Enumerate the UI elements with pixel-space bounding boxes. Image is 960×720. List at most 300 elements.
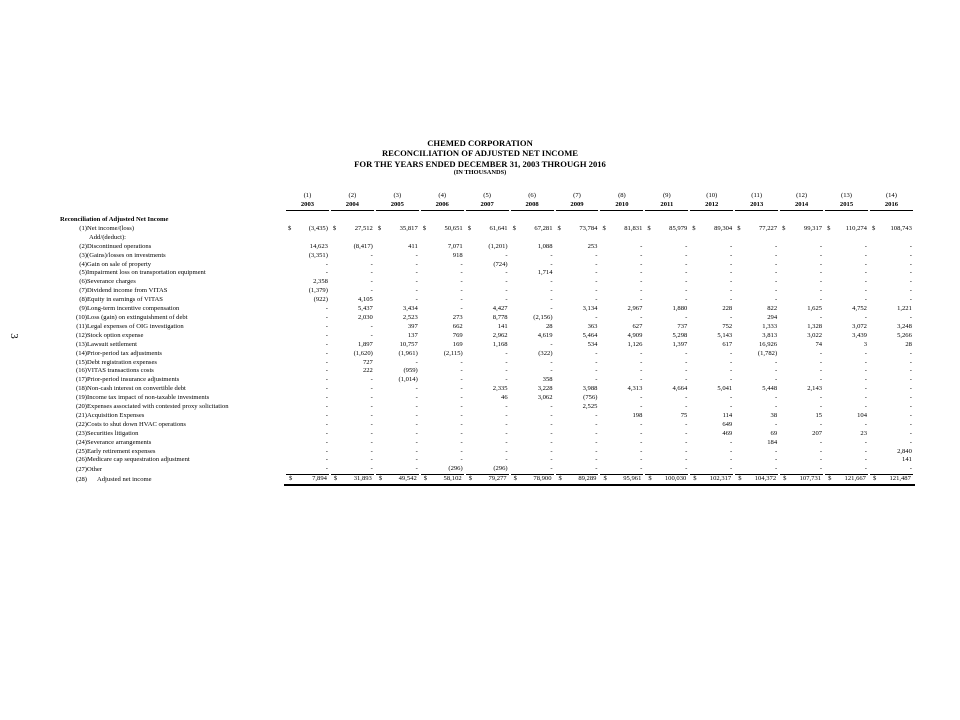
value-cell [465, 367, 510, 376]
row-number: (3) [79, 251, 87, 259]
cell-value: - [819, 394, 823, 402]
table-row [60, 359, 914, 368]
value-cell [779, 252, 824, 261]
value-cell [689, 385, 734, 394]
table-row [60, 296, 914, 305]
cell-value: 727 [362, 358, 373, 366]
value-cell [510, 252, 555, 261]
currency-symbol: $ [468, 475, 472, 483]
row-number: (8) [79, 296, 87, 304]
value-cell [599, 269, 644, 278]
value-cell [420, 350, 465, 359]
value-cell [599, 456, 644, 465]
value-cell [869, 305, 914, 314]
cell-value: - [370, 394, 373, 402]
cell-value: - [685, 376, 688, 384]
cell-value: - [909, 242, 912, 250]
cell-value: 107,731 [799, 475, 822, 483]
currency-symbol: $ [467, 224, 471, 232]
cell-value: 77,227 [759, 224, 778, 232]
value-cell [510, 243, 555, 252]
value-cell [689, 314, 734, 323]
value-cell [779, 332, 824, 341]
cell-value: 222 [362, 367, 373, 375]
table-row [60, 252, 914, 261]
value-cell [375, 225, 420, 234]
cell-value: - [774, 358, 778, 366]
table-row [60, 323, 914, 332]
value-cell [510, 269, 555, 278]
cell-value: - [415, 269, 418, 277]
value-cell [375, 439, 420, 448]
cell-value: - [595, 429, 598, 437]
cell-value: - [325, 447, 328, 455]
value-cell [330, 225, 375, 234]
cell-value: - [864, 278, 867, 286]
value-cell [779, 350, 824, 359]
cell-value: 253 [587, 242, 598, 250]
value-cell [420, 287, 465, 296]
cell-value: - [819, 420, 823, 428]
cell-value: - [774, 367, 778, 375]
cell-value: 617 [722, 340, 733, 348]
cell-value: - [909, 411, 912, 419]
cell-value: 2,967 [627, 305, 643, 313]
cell-value: - [505, 349, 508, 357]
value-cell [555, 269, 600, 278]
cell-value: - [909, 349, 912, 357]
cell-value: (1,620) [353, 349, 373, 357]
cell-value: - [325, 429, 328, 437]
row-label: Adjusted net income [97, 476, 152, 484]
cell-value: - [595, 420, 598, 428]
year-header: 2012 [689, 201, 734, 211]
report-title-block [0, 138, 960, 177]
value-cell [375, 367, 420, 376]
table-row [60, 376, 914, 385]
cell-value: - [595, 358, 598, 366]
cell-value: - [415, 420, 418, 428]
cell-value: 1,088 [537, 242, 553, 250]
value-cell [779, 314, 824, 323]
cell-value: 1,897 [358, 340, 373, 348]
row-label: Severance charges [87, 278, 136, 286]
value-cell [465, 287, 510, 296]
cell-value: 2,840 [897, 447, 912, 455]
value-cell [420, 278, 465, 287]
value-cell [689, 350, 734, 359]
cell-value: - [819, 269, 823, 277]
cell-value: 46 [501, 394, 508, 402]
cell-value: - [774, 251, 778, 259]
cell-value: 5,266 [897, 331, 912, 339]
year-header: 2016 [869, 201, 914, 211]
cell-value: - [595, 367, 598, 375]
value-cell [510, 376, 555, 385]
table-row [60, 278, 914, 287]
value-cell [644, 261, 689, 270]
value-cell [869, 314, 914, 323]
value-cell [285, 448, 330, 457]
row-label: Dividend income from VITAS [87, 287, 168, 295]
row-number: (11) [76, 322, 87, 330]
cell-value: 27,512 [354, 224, 373, 232]
cell-value: 662 [452, 322, 463, 330]
value-cell [644, 359, 689, 368]
cell-value: - [685, 349, 688, 357]
cell-value: - [640, 278, 643, 286]
value-cell [644, 403, 689, 412]
cell-value: - [909, 376, 912, 384]
report-units: (IN THOUSANDS) [453, 169, 507, 177]
value-cell [465, 421, 510, 430]
value-cell [599, 430, 644, 439]
currency-symbol: $ [289, 475, 293, 483]
value-cell [824, 323, 869, 332]
cell-value: - [460, 403, 463, 411]
value-cell [285, 314, 330, 323]
cell-value: - [505, 278, 508, 286]
cell-value: - [640, 376, 643, 384]
value-cell [555, 359, 600, 368]
value-cell [644, 412, 689, 421]
value-cell [285, 385, 330, 394]
year-header: 2008 [510, 201, 555, 211]
value-cell [555, 252, 600, 261]
cell-value: 49,542 [398, 475, 417, 483]
table-row [60, 269, 914, 278]
cell-value: - [774, 242, 778, 250]
value-cell [734, 332, 779, 341]
cell-value: - [685, 465, 688, 473]
value-cell [510, 448, 555, 457]
value-cell [555, 314, 600, 323]
column-number: (4) [438, 192, 447, 200]
value-cell [644, 439, 689, 448]
value-cell [779, 439, 824, 448]
cell-value: 78,900 [533, 475, 552, 483]
value-cell [599, 350, 644, 359]
value-cell [824, 465, 869, 474]
table-row [60, 341, 914, 350]
cell-value: - [819, 313, 823, 321]
value-cell [375, 448, 420, 457]
value-cell [420, 341, 465, 350]
value-cell [779, 243, 824, 252]
cell-value: (296) [493, 465, 508, 473]
cell-value: - [550, 456, 553, 464]
cell-value: - [730, 349, 733, 357]
cell-value: - [415, 456, 418, 464]
cell-value: - [909, 429, 912, 437]
cell-value: - [460, 287, 463, 295]
cell-value: 121,667 [844, 475, 866, 483]
value-cell [555, 225, 600, 234]
currency-symbol: $ [557, 224, 561, 232]
column-number: (7) [573, 192, 581, 200]
cell-value: 918 [452, 251, 463, 259]
cell-value: 108,743 [890, 224, 912, 232]
year-header: 2003 [285, 201, 330, 211]
value-cell [510, 332, 555, 341]
value-cell [689, 394, 734, 403]
value-cell [734, 287, 779, 296]
value-cell [510, 421, 555, 430]
value-cell [689, 376, 734, 385]
cell-value: - [909, 403, 912, 411]
value-cell [510, 225, 555, 234]
cell-value: 3,248 [897, 322, 912, 330]
cell-value: - [819, 242, 823, 250]
cell-value: - [774, 394, 778, 402]
cell-value: - [325, 260, 328, 268]
value-cell [330, 243, 375, 252]
value-cell [779, 465, 824, 474]
value-cell [644, 323, 689, 332]
value-cell [555, 456, 600, 465]
value-cell [375, 430, 420, 439]
cell-value: - [909, 287, 912, 295]
cell-value: - [774, 465, 778, 473]
row-label: Severance arrangements [87, 438, 152, 446]
value-cell [779, 367, 824, 376]
value-cell [734, 225, 779, 234]
value-cell [465, 341, 510, 350]
value-cell [510, 278, 555, 287]
cell-value: 81,831 [624, 224, 643, 232]
value-cell [465, 403, 510, 412]
row-label: Legal expenses of OIG investigation [87, 322, 184, 330]
value-cell [824, 359, 869, 368]
cell-value: - [505, 358, 508, 366]
cell-value: - [774, 296, 778, 304]
value-cell [689, 448, 734, 457]
value-cell [375, 421, 420, 430]
value-cell [285, 359, 330, 368]
value-cell [510, 430, 555, 439]
value-cell [375, 403, 420, 412]
value-cell [869, 269, 914, 278]
value-cell [599, 465, 644, 474]
cell-value: - [640, 358, 643, 366]
cell-value: - [460, 305, 463, 313]
cell-value: - [640, 269, 643, 277]
value-cell [285, 261, 330, 270]
value-cell [599, 439, 644, 448]
value-cell [824, 332, 869, 341]
cell-value: - [325, 420, 328, 428]
column-number: (8) [618, 192, 626, 200]
cell-value: - [640, 296, 643, 304]
column-number: (1) [303, 192, 312, 200]
value-cell [779, 287, 824, 296]
column-number: (13) [841, 192, 853, 200]
value-cell [285, 305, 330, 314]
value-cell [555, 350, 600, 359]
cell-value: - [550, 358, 553, 366]
value-cell [689, 421, 734, 430]
row-label: Lawsuit settlement [87, 340, 137, 348]
cell-value: 363 [587, 322, 598, 330]
cell-value: - [415, 278, 418, 286]
cell-value: - [909, 260, 912, 268]
value-cell [824, 367, 869, 376]
cell-value: - [505, 411, 508, 419]
value-cell [734, 367, 779, 376]
value-cell [734, 430, 779, 439]
currency-symbol: $ [647, 224, 651, 232]
cell-value: - [460, 438, 463, 446]
row-label: Prior-period tax adjustments [87, 349, 162, 357]
cell-value: - [460, 385, 463, 393]
cell-value: 104 [857, 411, 867, 419]
cell-value: - [595, 278, 598, 286]
cell-value: 228 [722, 305, 733, 313]
table-row [60, 314, 914, 323]
cell-value: - [415, 296, 418, 304]
value-cell [555, 394, 600, 403]
cell-value: - [640, 465, 643, 473]
value-cell [824, 341, 869, 350]
value-cell [599, 305, 644, 314]
cell-value: - [730, 456, 733, 464]
value-cell [644, 421, 689, 430]
row-number: (25) [76, 447, 87, 455]
cell-value: - [819, 349, 823, 357]
reconciliation-table [60, 190, 915, 486]
value-cell [644, 278, 689, 287]
value-cell [644, 430, 689, 439]
table-row [60, 332, 914, 341]
value-cell [285, 278, 330, 287]
value-cell [734, 385, 779, 394]
cell-value: - [370, 278, 373, 286]
value-cell [330, 376, 375, 385]
cell-value: - [550, 287, 553, 295]
year-header: 2009 [555, 201, 600, 211]
value-cell [465, 296, 510, 305]
cell-value: - [864, 251, 867, 259]
value-cell [375, 296, 420, 305]
value-cell [510, 412, 555, 421]
row-label: Other [87, 465, 103, 473]
value-cell [824, 225, 869, 234]
value-cell [599, 287, 644, 296]
value-cell [734, 359, 779, 368]
cell-value: - [505, 269, 508, 277]
cell-value: - [864, 438, 867, 446]
value-cell [465, 243, 510, 252]
value-cell [330, 269, 375, 278]
currency-symbol: $ [871, 224, 876, 232]
row-label: Long-term incentive compensation [87, 305, 180, 313]
row-number: (14) [76, 349, 87, 357]
value-cell [824, 403, 869, 412]
value-cell [824, 296, 869, 305]
cell-value: - [685, 420, 688, 428]
row-number: (2) [79, 242, 87, 250]
currency-symbol: $ [602, 224, 606, 232]
cell-value: (3,435) [308, 224, 328, 232]
year-header-row [60, 201, 914, 211]
column-number-row [60, 190, 914, 201]
value-cell [330, 278, 375, 287]
value-cell [689, 456, 734, 465]
cell-value: - [550, 260, 553, 268]
value-cell [644, 448, 689, 457]
cell-value: 14,623 [309, 242, 328, 250]
cell-value: 1,397 [672, 340, 688, 348]
value-cell [779, 475, 824, 485]
value-cell [824, 376, 869, 385]
row-label: Stock option expense [87, 331, 144, 339]
cell-value: - [685, 438, 688, 446]
cell-value: 75 [680, 411, 688, 419]
cell-value: - [595, 438, 598, 446]
value-cell [285, 350, 330, 359]
value-cell [869, 323, 914, 332]
cell-value: - [325, 394, 328, 402]
value-cell [644, 385, 689, 394]
value-cell [869, 341, 914, 350]
value-cell [779, 456, 824, 465]
cell-value: - [460, 260, 463, 268]
cell-value: - [325, 349, 328, 357]
table-row [60, 421, 914, 430]
value-cell [869, 252, 914, 261]
value-cell [824, 252, 869, 261]
cell-value: - [730, 296, 733, 304]
value-cell [599, 421, 644, 430]
currency-symbol: $ [782, 224, 786, 232]
value-cell [869, 430, 914, 439]
value-cell [285, 287, 330, 296]
cell-value: - [685, 260, 688, 268]
value-cell [824, 385, 869, 394]
cell-value: 3,439 [852, 331, 867, 339]
value-cell [689, 296, 734, 305]
cell-value: - [640, 313, 643, 321]
value-cell [465, 305, 510, 314]
value-cell [644, 367, 689, 376]
table-row [60, 430, 914, 439]
value-cell [420, 385, 465, 394]
value-cell [555, 287, 600, 296]
value-cell [644, 287, 689, 296]
cell-value: 3,813 [762, 331, 778, 339]
value-cell [420, 475, 465, 485]
value-cell [689, 430, 734, 439]
row-label: Impairment loss on transportation equipment [87, 269, 206, 277]
cell-value: - [685, 447, 688, 455]
value-cell [644, 314, 689, 323]
cell-value: - [640, 456, 643, 464]
value-cell [824, 430, 869, 439]
value-cell [824, 439, 869, 448]
cell-value: - [370, 287, 373, 295]
value-cell [689, 269, 734, 278]
cell-value: - [730, 367, 733, 375]
cell-value: - [415, 403, 418, 411]
value-cell [375, 465, 420, 474]
cell-value: - [595, 287, 598, 295]
cell-value: 737 [677, 322, 688, 330]
cell-value: - [550, 251, 553, 259]
value-cell [330, 287, 375, 296]
currency-symbol: $ [333, 475, 338, 483]
value-cell [465, 269, 510, 278]
cell-value: 50,651 [444, 224, 463, 232]
